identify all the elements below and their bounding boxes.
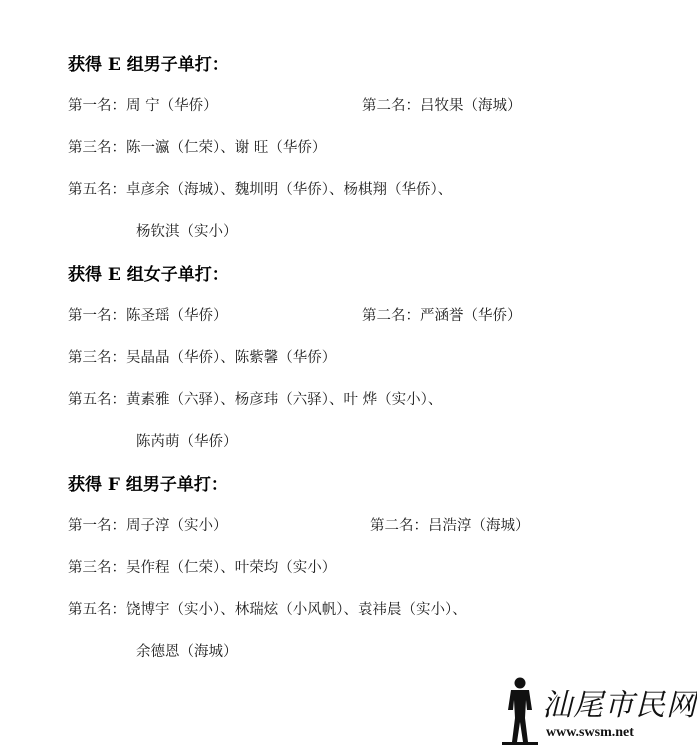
site-watermark — [498, 676, 697, 746]
result-fifth-continued: 陈芮萌（华侨） — [136, 434, 238, 450]
result-second: 第二名：吕浩淳（海城） — [370, 518, 530, 534]
watermark-url: www.swsm.net — [546, 725, 634, 740]
result-first: 第一名：陈圣瑶（华侨） — [68, 308, 228, 324]
section-heading-e-men: 获得 E 组男子单打： — [68, 55, 229, 75]
result-third: 第三名：吴晶晶（华侨）、陈紫馨（华侨） — [68, 350, 337, 366]
result-first: 第一名：周子淳（实小） — [68, 518, 228, 534]
result-fifth: 第五名：卓彦余（海城）、魏圳明（华侨）、杨棋翔（华侨）、 — [68, 182, 453, 198]
section-heading-e-women: 获得 E 组女子单打： — [68, 265, 229, 285]
result-second: 第二名：吕牧果（海城） — [362, 98, 522, 114]
person-silhouette-icon — [500, 676, 540, 746]
result-fifth-continued: 杨钦淇（实小） — [136, 224, 238, 240]
watermark-site-name: 汕尾市民网 — [542, 688, 697, 723]
section-heading-f-men: 获得 F 组男子单打： — [68, 475, 228, 495]
result-fifth-continued: 余德恩（海城） — [136, 644, 238, 660]
result-fifth: 第五名：饶博宇（实小）、林瑞炫（小风帆）、袁祎晨（实小）、 — [68, 602, 467, 618]
result-fifth: 第五名：黄素雅（六驿）、杨彦玮（六驿）、叶 烨（实小）、 — [68, 392, 443, 408]
result-third: 第三名：陈一瀛（仁荣）、谢 旺（华侨） — [68, 140, 327, 156]
result-third: 第三名：吴作程（仁荣）、叶荣均（实小） — [68, 560, 337, 576]
result-first: 第一名：周 宁（华侨） — [68, 98, 218, 114]
result-second: 第二名：严涵誉（华侨） — [362, 308, 522, 324]
